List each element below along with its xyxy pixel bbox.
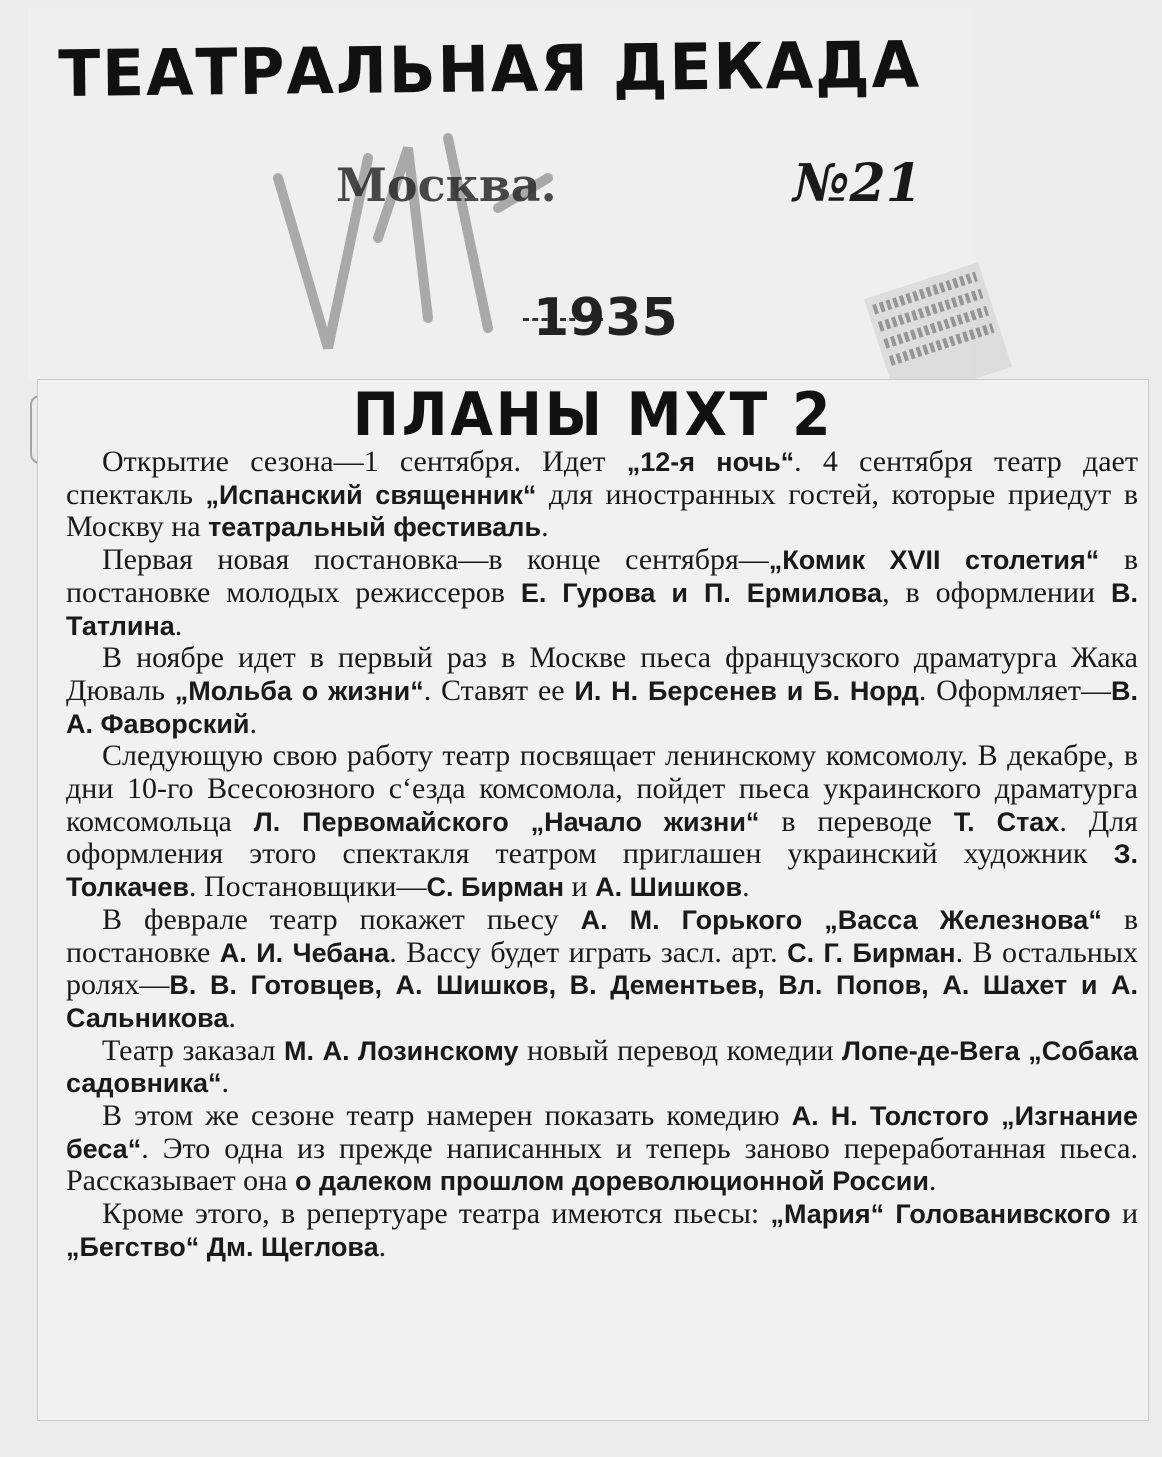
text-run: В этом же сезоне театр намерен показать комедию	[102, 1099, 792, 1133]
bold-text-run: З. Толкачев	[66, 839, 1138, 903]
text-run: в переводе	[759, 804, 954, 838]
bold-text-run: „Мольба о жизни“	[174, 675, 424, 706]
text-run: Кроме этого, в репертуаре театра имеются пьесы:	[102, 1197, 771, 1231]
masthead-city: Москва.	[336, 158, 557, 212]
bold-text-run: М. А. Лозинскому	[284, 1035, 519, 1066]
bold-text-run: о далеком прошлом дореволюционной России	[294, 1166, 929, 1197]
text-run: . Оформляет—	[918, 673, 1111, 707]
bold-text-run: В. Татлина	[66, 577, 1139, 641]
bold-text-run: театральный фестиваль	[208, 512, 542, 543]
text-run: .	[249, 706, 258, 740]
text-run: .	[221, 1066, 230, 1100]
article-paragraph	[66, 1100, 1138, 1198]
article-paragraph	[66, 904, 1138, 1035]
bold-text-run: „12-я ночь“	[626, 447, 795, 477]
bold-text-run: С. Бирман	[426, 872, 565, 903]
article-headline: ПЛАНЫ МХТ 2	[352, 380, 834, 450]
text-run: .	[928, 1164, 937, 1198]
text-run: Театр заказал	[102, 1033, 285, 1067]
bold-text-run: В. В. Готовцев, А. Шишков, В. Дементьев, Вл. Попов, А. Шахет и А. Сальникова	[66, 970, 1138, 1033]
text-run: В феврале театр покажет пьесу	[102, 902, 581, 936]
article-paragraph	[66, 446, 1138, 544]
article-paragraph	[66, 642, 1138, 740]
masthead-year: 1935	[533, 288, 678, 348]
bold-text-run: „Бегство“ Дм. Щеглова	[66, 1231, 379, 1262]
article-body	[66, 446, 1138, 1264]
bold-text-run: А. М. Горького „Васса Железнова“	[580, 904, 1102, 935]
text-run: .	[378, 1229, 387, 1263]
text-run: и	[1110, 1197, 1138, 1231]
text-run: в постановке молодых режиссеров	[66, 543, 1138, 609]
text-run: Следующую свою работу театр посвящает ленинскому комсомолу. В декабре, в дни 10-го Всесоюзного с‘езда комсомола, пойдет пьеса украинского драматурга комсомольца	[66, 739, 1138, 838]
bold-text-run: И. Н. Берсенев и Б. Норд	[574, 675, 919, 706]
text-run: . Это одна из прежде написанных и теперь заново переработанная пьеса. Рассказывает она	[66, 1131, 1138, 1198]
bold-text-run: А. Шишков	[595, 872, 743, 903]
text-run: В ноябре идет в первый раз в Москве пьеса французского драматурга Жака Дюваль	[66, 641, 1138, 707]
pencil-scribble	[258, 118, 558, 358]
text-run: .	[174, 608, 183, 642]
text-run: .	[742, 870, 750, 904]
text-run: в постановке	[66, 902, 1138, 969]
article-paragraph	[66, 544, 1138, 642]
bold-text-run: В. А. Фаворский	[66, 675, 1138, 739]
text-run: новый перевод комедии	[518, 1033, 843, 1067]
text-run: Открытие сезона—1 сентября. Идет	[102, 445, 627, 478]
issue-number: №21	[793, 153, 922, 214]
article-paragraph	[66, 1198, 1138, 1263]
bold-text-run: А. И. Чебана	[219, 937, 390, 968]
bold-text-run: Лопе-де-Вега „Собака садовника“	[66, 1035, 1139, 1099]
text-run: .	[228, 1000, 236, 1034]
text-run: , в оформлении	[882, 575, 1112, 609]
text-run: Первая новая постановка—в конце сентября—	[102, 543, 769, 577]
text-run: . В остальных ролях—	[66, 935, 1139, 1002]
masthead-clipping	[28, 8, 973, 380]
article-paragraph	[66, 740, 1138, 904]
text-run: .	[541, 510, 549, 544]
bold-text-run: „Мария“ Голованивского	[770, 1199, 1111, 1230]
bold-text-run: „Испанский священник“	[205, 479, 537, 510]
text-run: . Вассу будет играть засл. арт.	[389, 935, 788, 969]
masthead-title: ТЕАТРАЛЬНАЯ ДЕКАДА	[58, 28, 922, 112]
bold-text-run: Л. Первомайского „Начало жизни“	[253, 806, 760, 837]
text-run: . Для оформления этого спектакля театром приглашен украинский художник	[66, 804, 1138, 871]
bold-text-run: Е. Гурова и П. Ермилова	[520, 577, 883, 608]
bold-text-run: С. Г. Бирман	[787, 937, 956, 968]
text-run: . 4 сентября театр дает спектакль	[66, 445, 1138, 511]
bold-text-run: Т. Стах	[953, 806, 1060, 837]
bold-text-run: А. Н. Толстого „Изгнание беса“	[66, 1101, 1138, 1164]
text-run: и	[564, 870, 596, 904]
article-paragraph	[66, 1035, 1138, 1100]
text-run: для иностранных гостей, которые приедут в Москву на	[66, 477, 1138, 544]
bold-text-run: „Комик XVII столетия“	[768, 545, 1100, 576]
text-run: . Ставят ее	[423, 673, 575, 707]
text-run: . Постановщики—	[188, 870, 427, 904]
article-clipping	[38, 380, 1148, 1420]
